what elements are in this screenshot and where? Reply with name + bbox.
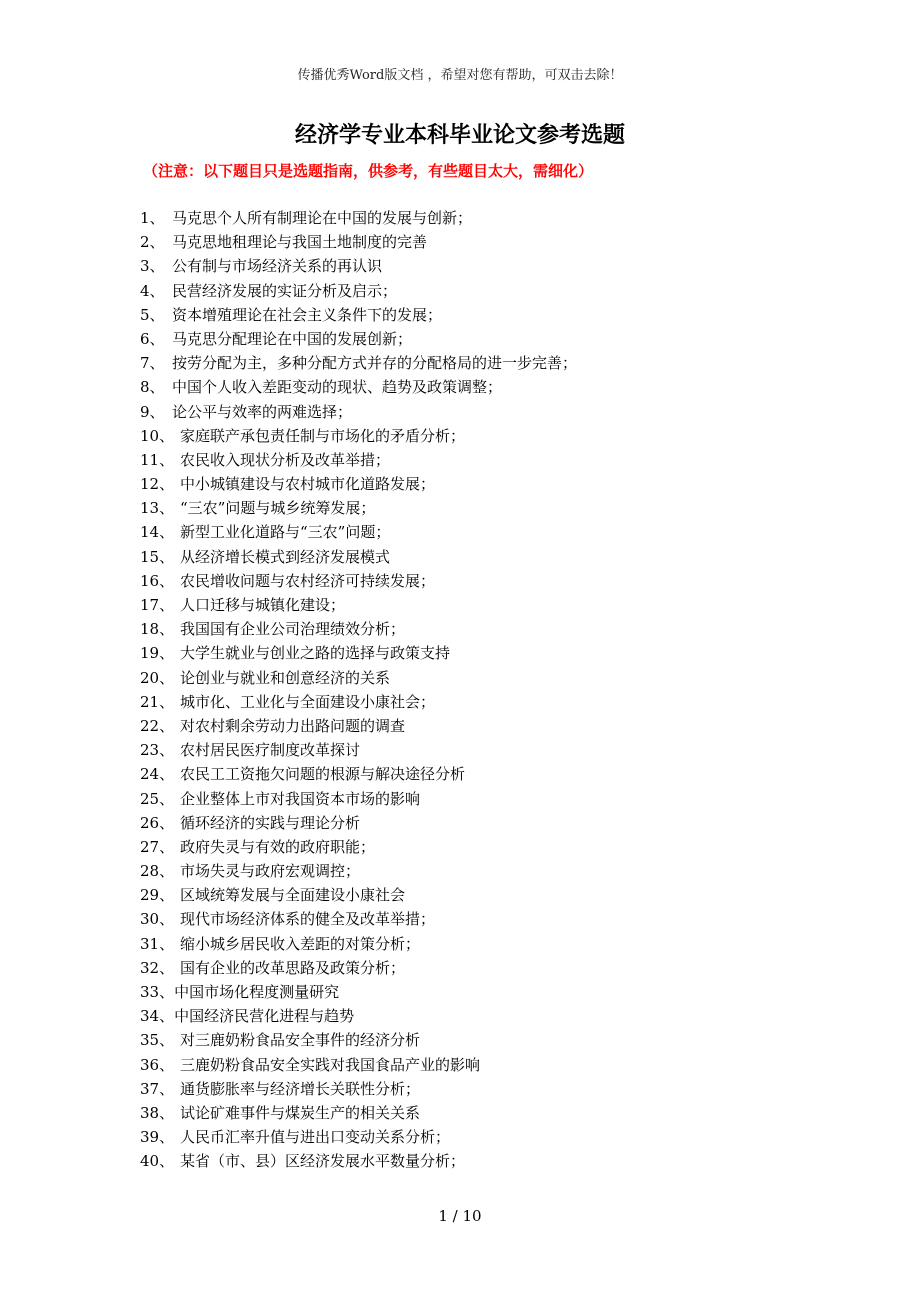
list-item <box>140 980 840 1004</box>
topic-number: 3、 <box>140 257 165 276</box>
topic-number: 34、 <box>140 1007 175 1026</box>
topic-text: 我国国有企业公司治理绩效分析； <box>180 620 406 639</box>
topic-text: 新型工业化道路与“三农”问题； <box>180 523 391 542</box>
list-item <box>140 279 840 303</box>
topic-text: 政府失灵与有效的政府职能； <box>180 837 376 856</box>
list-item <box>140 617 840 641</box>
list-item <box>140 1077 840 1101</box>
list-item <box>140 545 840 569</box>
list-item <box>140 593 840 617</box>
topic-number: 27、 <box>140 837 175 856</box>
topic-number: 2、 <box>140 233 165 252</box>
topic-text: 农民增收问题与农村经济可持续发展； <box>180 571 436 590</box>
topic-number: 4、 <box>140 281 165 300</box>
topic-text: “三农”问题与城乡统筹发展； <box>180 499 376 518</box>
topic-text: 马克思地租理论与我国土地制度的完善 <box>172 233 428 252</box>
topic-number: 10、 <box>140 426 175 445</box>
topic-number: 1、 <box>140 209 165 227</box>
topic-text: 人口迁移与城镇化建设； <box>180 596 346 614</box>
notice-text: （注意：以下题目只是选题指南，供参考，有些题目太大，需细化） <box>143 162 594 180</box>
topic-text: 农民收入现状分析及改革举措； <box>180 450 391 469</box>
topic-number: 24、 <box>140 765 175 784</box>
topic-text: 对三鹿奶粉食品安全事件的经济分析 <box>180 1031 421 1050</box>
list-item <box>140 303 840 327</box>
topic-text: 马克思分配理论在中国的发展创新； <box>172 329 413 348</box>
list-item <box>140 956 840 980</box>
topic-list <box>140 206 840 1174</box>
list-item <box>140 400 840 424</box>
topic-text: 公有制与市场经济关系的再认识 <box>172 257 383 276</box>
topic-text: 中国个人收入差距变动的现状、趋势及政策调整； <box>172 378 503 397</box>
list-item <box>140 641 840 665</box>
topic-number: 38、 <box>140 1103 175 1122</box>
topic-text: 中国市场化程度测量研究 <box>174 983 340 1001</box>
topic-number: 17、 <box>140 596 175 614</box>
list-item <box>140 1028 840 1052</box>
topic-number: 13、 <box>140 499 175 518</box>
list-item <box>140 206 840 230</box>
topic-number: 9、 <box>140 402 165 421</box>
list-item <box>140 907 840 931</box>
topic-number: 33、 <box>140 983 175 1001</box>
topic-number: 5、 <box>140 305 165 324</box>
topic-text: 国有企业的改革思路及政策分析； <box>180 958 406 977</box>
list-item <box>140 569 840 593</box>
list-item <box>140 1004 840 1028</box>
topic-number: 40、 <box>140 1152 175 1171</box>
list-item <box>140 1101 840 1125</box>
topic-number: 7、 <box>140 354 165 373</box>
topic-number: 18、 <box>140 620 175 639</box>
list-item <box>140 448 840 472</box>
topic-number: 14、 <box>140 523 175 542</box>
topic-number: 26、 <box>140 813 175 832</box>
list-item <box>140 835 840 859</box>
topic-text: 民营经济发展的实证分析及启示； <box>172 281 398 300</box>
topic-number: 16、 <box>140 571 175 590</box>
topic-text: 现代市场经济体系的健全及改革举措； <box>180 910 436 929</box>
topic-number: 29、 <box>140 886 175 905</box>
topic-text: 城市化、工业化与全面建设小康社会； <box>180 692 436 711</box>
list-item <box>140 375 840 399</box>
topic-text: 大学生就业与创业之路的选择与政策支持 <box>180 644 451 663</box>
list-item <box>140 230 840 254</box>
topic-number: 19、 <box>140 644 175 663</box>
list-item <box>140 932 840 956</box>
topic-text: 某省（市、县）区经济发展水平数量分析； <box>180 1152 466 1171</box>
topic-text: 中国经济民营化进程与趋势 <box>174 1007 355 1026</box>
topic-number: 30、 <box>140 910 175 929</box>
list-item <box>140 424 840 448</box>
topic-number: 8、 <box>140 378 165 397</box>
document-title: 经济学专业本科毕业论文参考选题 <box>294 123 625 148</box>
topic-number: 25、 <box>140 789 175 808</box>
list-item <box>140 327 840 351</box>
topic-text: 区域统筹发展与全面建设小康社会 <box>180 886 406 905</box>
list-item <box>140 496 840 520</box>
topic-number: 6、 <box>140 329 165 348</box>
topic-number: 39、 <box>140 1128 175 1147</box>
list-item <box>140 738 840 762</box>
topic-number: 32、 <box>140 958 175 977</box>
list-item <box>140 520 840 544</box>
topic-number: 15、 <box>140 547 175 566</box>
topic-text: 家庭联产承包责任制与市场化的矛盾分析； <box>180 426 466 445</box>
topic-number: 20、 <box>140 668 175 687</box>
topic-text: 人民币汇率升值与进出口变动关系分析； <box>180 1128 451 1147</box>
topic-text: 市场失灵与政府宏观调控； <box>180 862 361 881</box>
topic-text: 缩小城乡居民收入差距的对策分析； <box>180 934 421 953</box>
topic-text: 论创业与就业和创意经济的关系 <box>180 668 391 687</box>
list-item <box>140 351 840 375</box>
topic-number: 22、 <box>140 716 175 735</box>
topic-number: 37、 <box>140 1079 175 1098</box>
topic-text: 农村居民医疗制度改革探讨 <box>180 741 361 760</box>
list-item <box>140 1125 840 1149</box>
topic-text: 资本增殖理论在社会主义条件下的发展； <box>172 305 443 324</box>
list-item <box>140 254 840 278</box>
list-item <box>140 859 840 883</box>
list-item <box>140 690 840 714</box>
topic-text: 企业整体上市对我国资本市场的影响 <box>180 789 421 808</box>
page-number: 1 / 10 <box>438 1207 482 1225</box>
list-item <box>140 472 840 496</box>
list-item <box>140 1149 840 1173</box>
topic-text: 循环经济的实践与理论分析 <box>180 813 361 832</box>
topic-text: 中小城镇建设与农村城市化道路发展； <box>180 475 436 494</box>
topic-number: 21、 <box>140 692 175 711</box>
list-item <box>140 714 840 738</box>
topic-number: 23、 <box>140 741 175 760</box>
topic-text: 试论矿难事件与煤炭生产的相关关系 <box>180 1103 421 1122</box>
topic-number: 28、 <box>140 862 175 881</box>
topic-number: 31、 <box>140 934 175 953</box>
topic-text: 对农村剩余劳动力出路问题的调查 <box>180 716 406 735</box>
list-item <box>140 666 840 690</box>
list-item <box>140 762 840 786</box>
topic-number: 36、 <box>140 1055 175 1074</box>
list-item <box>140 787 840 811</box>
list-item <box>140 1053 840 1077</box>
topic-text: 按劳分配为主，多种分配方式并存的分配格局的进一步完善； <box>172 354 578 373</box>
topic-text: 农民工工资拖欠问题的根源与解决途径分析 <box>180 765 466 784</box>
topic-text: 马克思个人所有制理论在中国的发展与创新； <box>172 209 473 227</box>
header-note: 传播优秀Word版文档 ，希望对您有帮助，可双击去除！ <box>297 68 623 83</box>
list-item <box>140 883 840 907</box>
topic-text: 三鹿奶粉食品安全实践对我国食品产业的影响 <box>180 1055 481 1074</box>
list-item <box>140 811 840 835</box>
topic-number: 12、 <box>140 475 175 494</box>
topic-text: 通货膨胀率与经济增长关联性分析； <box>180 1079 421 1098</box>
topic-text: 从经济增长模式到经济发展模式 <box>180 547 391 566</box>
topic-text: 论公平与效率的两难选择； <box>172 402 353 421</box>
topic-number: 35、 <box>140 1031 175 1050</box>
topic-number: 11、 <box>140 450 175 469</box>
